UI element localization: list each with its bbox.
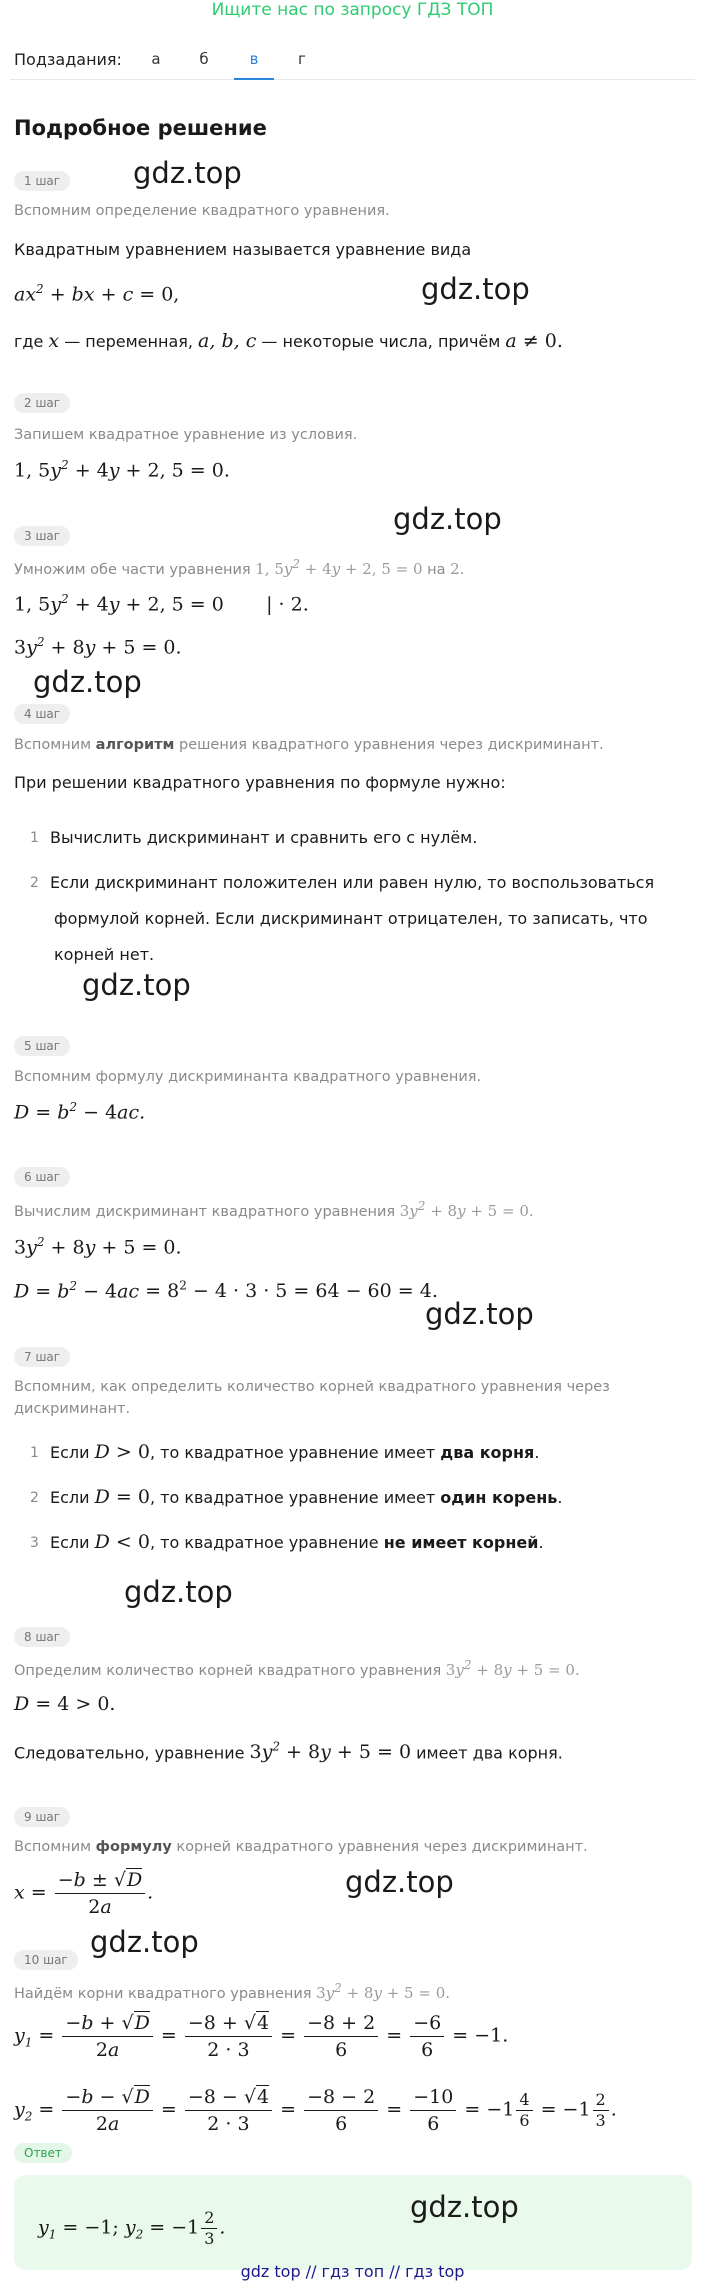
step-badge-10: 10 шаг <box>14 1950 78 1970</box>
list-item-continued: корней нет. <box>54 945 155 964</box>
list-number: 1 <box>30 830 39 846</box>
tab-v[interactable]: в <box>249 50 259 68</box>
step-badge-9: 9 шаг <box>14 1807 70 1827</box>
step-8-hint: Определим количество корней квадратного уравнения $3y^2 + 8y + 5 = 0$. <box>14 1658 580 1679</box>
formula-answer: $y_1 = -1$; $y_2 = -1$ $\frac{2}{3}$ . <box>38 2208 226 2248</box>
formula-y1: $y_1$ = $\frac{-b + √D}{2a}$ = $\frac{-8 + √4}{2 \cdot 3}$ = $\frac{-8 + 2}{6}$ = $\frac{-6}{6}$ = −1. <box>14 2012 509 2061</box>
watermark: gdz.top <box>410 2190 519 2224</box>
list-item: Если дискриминант положителен или равен нулю, то воспользоваться <box>50 873 655 892</box>
watermark: gdz.top <box>425 1297 534 1331</box>
step-6-hint: Вычислим дискриминант квадратного уравнения $3y^2 + 8y + 5 = 0$. <box>14 1199 534 1220</box>
list-item: Если D < 0, то квадратное уравнение не имеет корней. <box>50 1531 544 1553</box>
list-item: Если D = 0, то квадратное уравнение имеет один корень. <box>50 1486 563 1508</box>
step-4-hint: Вспомним алгоритм решения квадратного уравнения через дискриминант. <box>14 737 604 753</box>
step-badge-5: 5 шаг <box>14 1036 70 1056</box>
formula-roots: x = $\frac{-b \pm √D}{2a}$ . <box>14 1869 154 1918</box>
watermark: gdz.top <box>124 1575 233 1609</box>
step-badge-4: 4 шаг <box>14 704 70 724</box>
watermark: gdz.top <box>345 1865 454 1899</box>
step-5-hint: Вспомним формулу дискриминанта квадратного уравнения. <box>14 1069 482 1085</box>
formula-multiply: 1, $5y^2 + 4y + 2$, 5 = 0 | · 2. <box>14 592 309 616</box>
step-1-hint: Вспомним определение квадратного уравнения. <box>14 203 390 219</box>
step-badge-3: 3 шаг <box>14 526 70 546</box>
step-badge-7: 7 шаг <box>14 1347 70 1367</box>
step-badge-2: 2 шаг <box>14 393 70 413</box>
formula-general-quadratic: $ax^2$ + bx + c = 0, <box>14 282 180 306</box>
subtasks-label: Подзадания: <box>14 50 122 69</box>
footer-links[interactable]: gdz top // гдз топ // гдз top <box>240 2262 465 2281</box>
watermark: gdz.top <box>33 665 142 699</box>
step-4-text: При решении квадратного уравнения по формуле нужно: <box>14 773 506 792</box>
step-3-hint: Умножим обе части уравнения 1, $5y^2 + 4y + 2$, 5 = 0 на 2. <box>14 557 465 578</box>
answer-badge: Ответ <box>14 2143 72 2163</box>
step-badge-8: 8 шаг <box>14 1627 70 1647</box>
step-10-hint: Найдём корни квадратного уравнения $3y^2 + 8y + 5 = 0$. <box>14 1981 450 2002</box>
list-item-continued: формулой корней. Если дискриминант отрицателен, то записать, что <box>54 909 648 928</box>
formula-discriminant-calc: $D = b^2 - 4ac = 8^2 - 4 \cdot 3 \cdot 5 = 64 - 60 = 4$. <box>14 1279 438 1303</box>
list-number: 2 <box>30 875 39 891</box>
step-9-hint: Вспомним формулу корней квадратного уравнения через дискриминант. <box>14 1839 588 1855</box>
tab-a[interactable]: а <box>151 50 161 68</box>
formula-equation: $3y^2 + 8y + 5 = 0$. <box>14 1235 182 1259</box>
formula-multiplied-result: $3y^2 + 8y + 5 = 0$. <box>14 635 182 659</box>
list-item: Если D > 0, то квадратное уравнение имеет два корня. <box>50 1441 540 1463</box>
step-badge-6: 6 шаг <box>14 1167 70 1187</box>
list-number: 2 <box>30 1490 39 1506</box>
watermark: gdz.top <box>82 968 191 1002</box>
step-badge-1: 1 шаг <box>14 171 70 191</box>
tab-g[interactable]: г <box>298 50 306 68</box>
step-2-hint: Запишем квадратное уравнение из условия. <box>14 427 358 443</box>
step-7-hint: Вспомним, как определить количество корней квадратного уравнения через <box>14 1379 610 1395</box>
subtasks-divider <box>10 79 695 80</box>
solution-title: Подробное решение <box>14 116 267 140</box>
formula-d-value: D = 4 > 0. <box>14 1693 116 1715</box>
promo-banner[interactable]: Ищите нас по запросу ГДЗ ТОП <box>211 0 494 20</box>
step-1-definition: где x — переменная, a, b, c — некоторые числа, причём a ≠ 0. <box>14 330 563 352</box>
tab-b[interactable]: б <box>199 50 209 68</box>
watermark: gdz.top <box>90 1925 199 1959</box>
formula-y2: $y_2$ = $\frac{-b - √D}{2a}$ = $\frac{-8 - √4}{2 \cdot 3}$ = $\frac{-8 - 2}{6}$ = $\frac{-10}{6}$ = −1 $\frac{4}{6}$ = −1 $\frac{2}{3}$ . <box>14 2086 617 2135</box>
step-8-conclusion: Следовательно, уравнение $3y^2 + 8y + 5 = 0$ имеет два корня. <box>14 1740 563 1764</box>
step-1-text: Квадратным уравнением называется уравнение вида <box>14 240 472 259</box>
list-number: 3 <box>30 1535 39 1551</box>
watermark: gdz.top <box>393 502 502 536</box>
step-7-hint-continued: дискриминант. <box>14 1401 131 1417</box>
formula-given-equation: 1, $5y^2 + 4y + 2$, 5 = 0. <box>14 458 230 482</box>
formula-discriminant: $D = b^2 - 4ac$. <box>14 1100 146 1124</box>
list-item: Вычислить дискриминант и сравнить его с нулём. <box>50 828 478 847</box>
list-number: 1 <box>30 1445 39 1461</box>
active-tab-indicator <box>234 78 274 80</box>
watermark: gdz.top <box>421 272 530 306</box>
watermark: gdz.top <box>133 156 242 190</box>
